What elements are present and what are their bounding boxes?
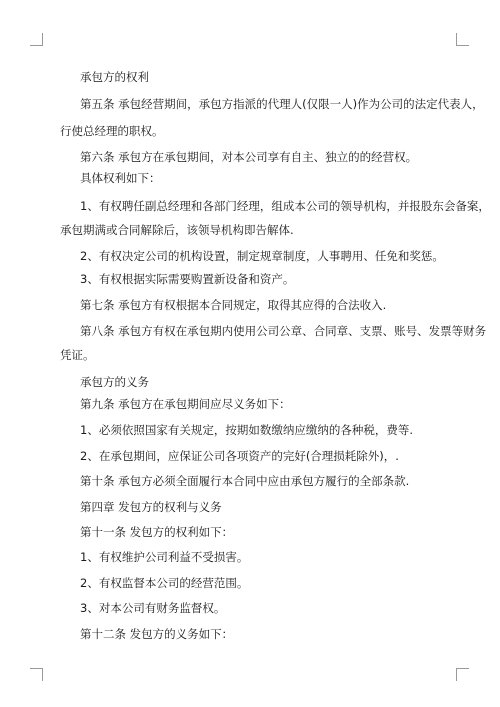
article-paragraph: 第十二条 发包方的义务如下： <box>80 627 234 641</box>
list-item-continuation: 承包期满或合同解除后，该领导机构即告解体. <box>60 223 294 237</box>
chapter-heading: 第四章 发包方的权利与义务 <box>80 500 222 514</box>
article-paragraph: 第十一条 发包方的权利如下： <box>80 525 234 539</box>
list-item: 2、有权监督本公司的经营范围。 <box>80 576 249 590</box>
article-paragraph: 第六条 承包方在承包期间，对本公司享有自主、独立的的经营权。 <box>80 150 418 164</box>
crop-mark-bottom-left <box>30 668 43 681</box>
list-item: 2、在承包期间，应保证公司各项资产的完好(合理损耗除外)，. <box>80 449 399 463</box>
article-paragraph: 第九条 承包方在承包期间应尽义务如下： <box>80 397 291 411</box>
section-heading: 承包方的权利 <box>80 70 149 84</box>
list-item: 3、对本公司有财务监督权。 <box>80 601 226 615</box>
article-paragraph-continuation: 行使总经理的职权。 <box>60 124 164 138</box>
sub-heading: 具体权利如下： <box>80 171 161 185</box>
article-paragraph: 第五条 承包经营期间，承包方指派的代理人(仅限一人)作为公司的法定代表人， <box>80 97 484 111</box>
article-paragraph: 第八条 承包方有权在承包期内使用公司公章、合同章、支票、账号、发票等财务 <box>80 324 487 338</box>
crop-mark-bottom-right <box>456 668 469 681</box>
article-paragraph-continuation: 凭证。 <box>60 348 95 362</box>
article-paragraph: 第七条 承包方有权根据本合同规定，取得其应得的合法收入. <box>80 298 387 312</box>
list-item: 1、必须依照国家有关规定，按期如数缴纳应缴纳的各种税，费等. <box>80 423 413 437</box>
list-item: 2、有权决定公司的机构设置，制定规章制度，人事聘用、任免和奖惩。 <box>80 249 444 263</box>
article-paragraph: 第十条 承包方必须全面履行本合同中应由承包方履行的全部条款. <box>80 474 410 488</box>
list-item: 3、有权根据实际需要购置新设备和资产。 <box>80 272 295 286</box>
list-item: 1、有权聘任副总经理和各部门经理，组成本公司的领导机构，并报股东会备案， <box>80 199 490 213</box>
crop-mark-top-right <box>456 33 469 46</box>
list-item: 1、有权维护公司利益不受损害。 <box>80 550 249 564</box>
crop-mark-top-left <box>30 33 43 46</box>
section-heading: 承包方的义务 <box>80 375 149 389</box>
